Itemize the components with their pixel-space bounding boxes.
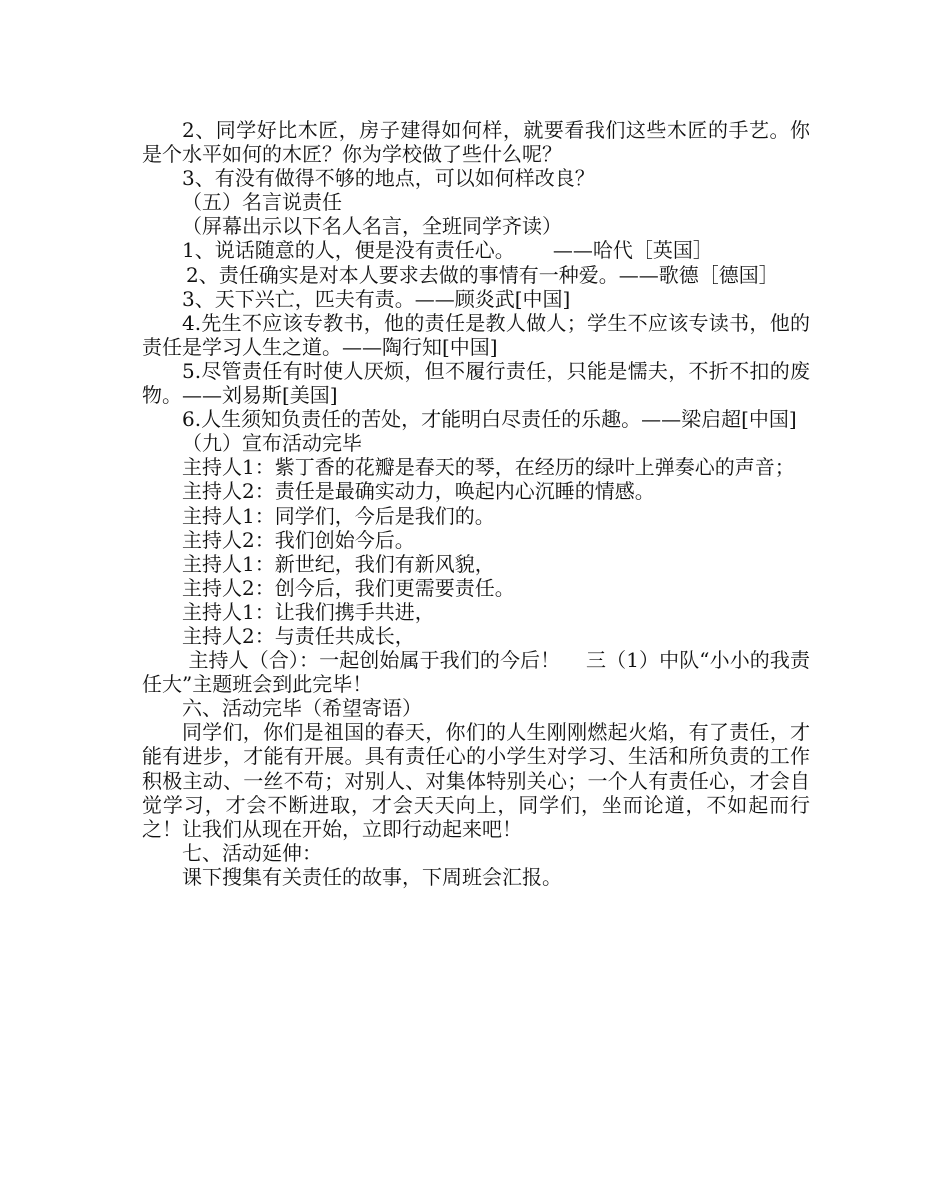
document-body xyxy=(142,118,810,889)
paragraph-9: 5.尽管责任有时使人厌烦，但不履行责任，只能是懦夫，不折不扣的废物。——刘易斯[美国] xyxy=(142,358,810,408)
paragraph-8: 4.先生不应该专教书，他的责任是教人做人；学生不应该专读书，他的责任是学习人生之道。——陶行知[中国] xyxy=(142,310,810,359)
paragraph-1: 2、同学好比木匠，房子建得如何样，就要看我们这些木匠的手艺。你是个水平如何的木匠？你为学校做了些什么呢？ xyxy=(142,118,810,167)
paragraph-19: 主持人2：与责任共成长， xyxy=(182,623,415,648)
paragraph-6: 2、责任确实是对本人要求去做的事情有一种爱。——歌德［德国］ xyxy=(186,262,779,287)
paragraph-14: 主持人1：同学们，今后是我们的。 xyxy=(182,503,495,528)
paragraph-10: 6.人生须知负责任的苦处，才能明白尽责任的乐趣。——梁启超[中国] xyxy=(182,407,797,432)
paragraph-16: 主持人1：新世纪，我们有新风貌， xyxy=(182,551,495,576)
paragraph-12: 主持人1：紫丁香的花瓣是春天的琴，在经历的绿叶上弹奏心的声音； xyxy=(182,455,795,480)
paragraph-15: 主持人2：我们创始今后。 xyxy=(182,527,415,552)
paragraph-3: （五）名言说责任 xyxy=(182,190,342,215)
paragraph-20: 主持人（合）：一起创始属于我们的今后！ 三（1）中队“小小的我责任大”主题班会到此完毕！ xyxy=(142,648,810,697)
paragraph-22: 同学们，你们是祖国的春天，你们的人生刚刚燃起火焰，有了责任，才能有进步，才能有开展。具有责任心的小学生对学习、生活和所负责的工作积极主动、一丝不苟；对别人、对集体特别关心；一个人有责任心，才会自觉学习，才会不断进取，才会天天向上，同学们，坐而论道，不如起而行之！让我们从现在开始，立即行动起来吧！ xyxy=(142,720,810,841)
paragraph-7: 3、天下兴亡，匹夫有责。——顾炎武[中国] xyxy=(182,286,571,311)
paragraph-23: 七、活动延伸： xyxy=(182,840,322,865)
paragraph-2: 3、有没有做得不够的地点，可以如何样改良？ xyxy=(182,166,595,191)
paragraph-11: （九）宣布活动完毕 xyxy=(182,431,362,456)
paragraph-17: 主持人2：创今后，我们更需要责任。 xyxy=(182,575,515,600)
paragraph-4: （屏幕出示以下名人名言，全班同学齐读） xyxy=(182,214,562,239)
paragraph-13: 主持人2：责任是最确实动力，唤起内心沉睡的情感。 xyxy=(182,479,655,504)
paragraph-21: 六、活动完毕（希望寄语） xyxy=(182,696,422,721)
paragraph-18: 主持人1：让我们携手共进， xyxy=(182,599,435,624)
paragraph-24: 课下搜集有关责任的故事，下周班会汇报。 xyxy=(182,864,562,889)
paragraph-5: 1、说话随意的人，便是没有责任心。 ——哈代［英国］ xyxy=(182,238,713,263)
